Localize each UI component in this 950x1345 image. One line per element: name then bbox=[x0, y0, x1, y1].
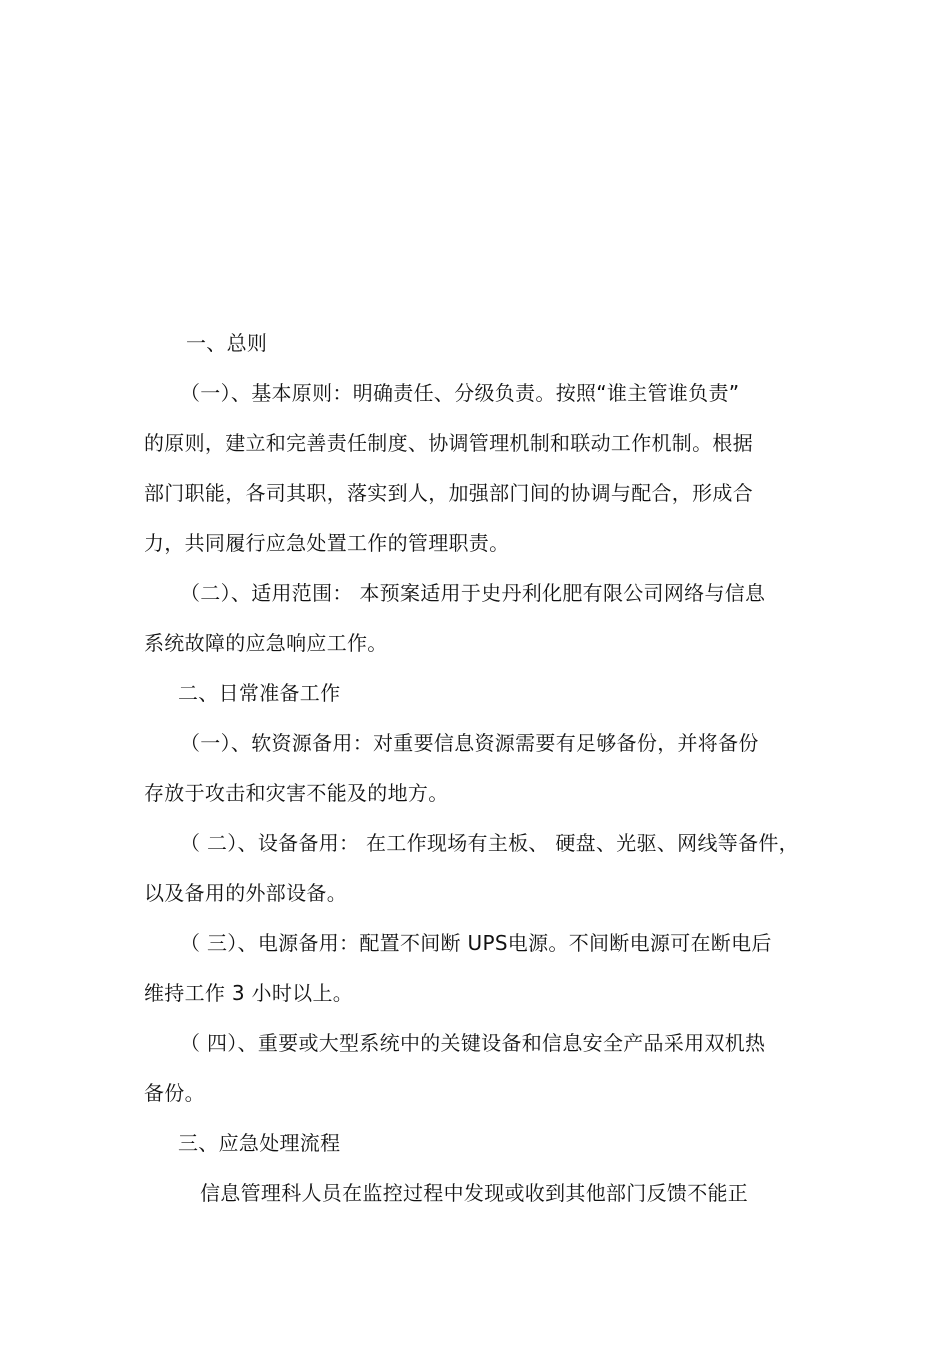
section-heading-general: 一、总则 bbox=[186, 331, 268, 355]
paragraph-line: （一）、基本原则：明确责任、分级负责。按照“谁主管谁负责” bbox=[180, 381, 740, 405]
paragraph-line: 以及备用的外部设备。 bbox=[144, 881, 347, 905]
paragraph-line: 维持工作 3 小时以上。 bbox=[144, 981, 354, 1005]
paragraph-line: （ 三）、电源备用：配置不间断 UPS电源。不间断电源可在断电后 bbox=[180, 931, 772, 955]
paragraph-line: 力，共同履行应急处置工作的管理职责。 bbox=[144, 531, 510, 555]
paragraph-line: （二）、适用范围： 本预案适用于史丹利化肥有限公司网络与信息 bbox=[180, 581, 766, 605]
paragraph-line: 信息管理科人员在监控过程中发现或收到其他部门反馈不能正 bbox=[200, 1181, 749, 1205]
paragraph-line: （ 二）、设备备用： 在工作现场有主板、 硬盘、光驱、网线等备件， bbox=[180, 831, 799, 855]
paragraph-line: 的原则，建立和完善责任制度、协调管理机制和联动工作机制。根据 bbox=[144, 431, 753, 455]
section-heading-emergency-process: 三、应急处理流程 bbox=[178, 1131, 341, 1155]
paragraph-line: 备份。 bbox=[144, 1081, 205, 1105]
paragraph-line: （ 四）、重要或大型系统中的关键设备和信息安全产品采用双机热 bbox=[180, 1031, 766, 1055]
paragraph-line: 部门职能，各司其职，落实到人，加强部门间的协调与配合，形成合 bbox=[144, 481, 753, 505]
section-heading-daily-preparation: 二、日常准备工作 bbox=[178, 681, 341, 705]
paragraph-line: 系统故障的应急响应工作。 bbox=[144, 631, 388, 655]
paragraph-line: （一）、软资源备用：对重要信息资源需要有足够备份，并将备份 bbox=[180, 731, 759, 755]
paragraph-line: 存放于攻击和灾害不能及的地方。 bbox=[144, 781, 449, 805]
